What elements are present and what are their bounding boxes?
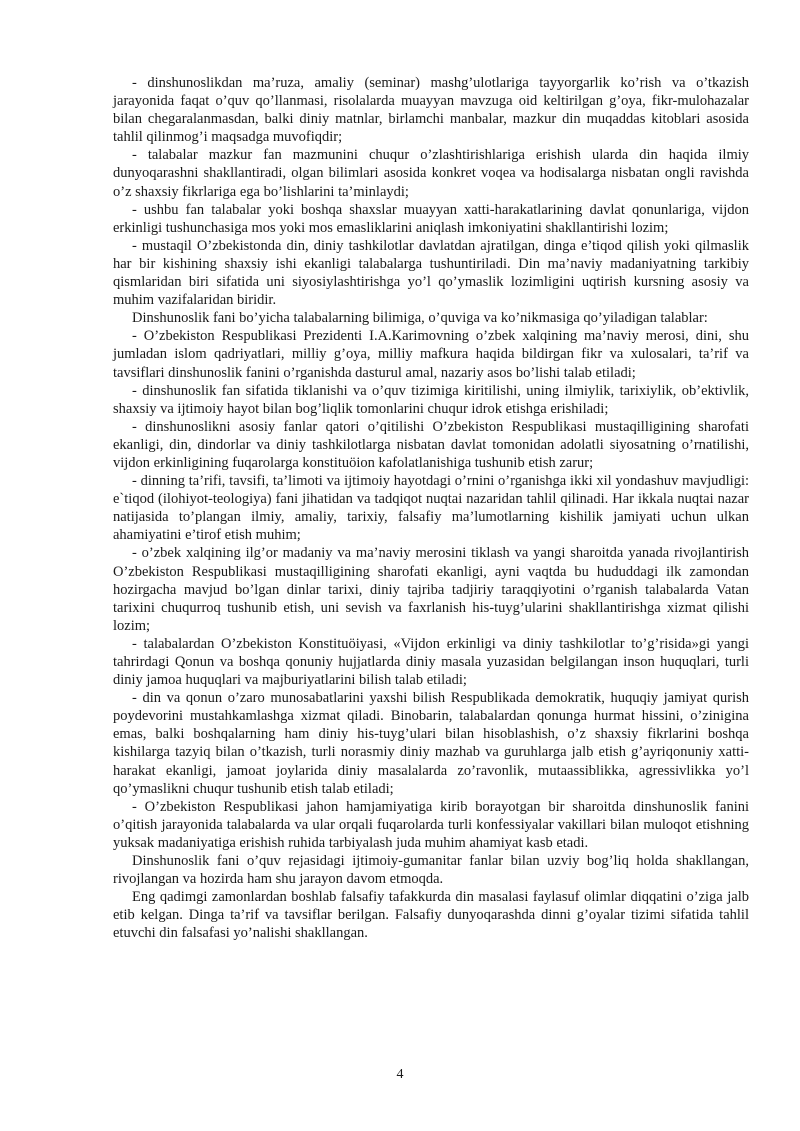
paragraph-13: - O’zbekiston Respublikasi jahon hamjamiyatiga kirib borayotgan bir sharoitda dinshunoslik fanini o’qitish jarayonida talabalarda va ular orqali fuqarolarda turli konfessiyalar vakillari bilan muloqot etishning yuksak madaniyatiga erishish ruhida tarbiyalash juda muhim ahamiyat kasb etadi. [113, 798, 749, 851]
paragraph-4: - mustaqil O’zbekistonda din, diniy tashkilotlar davlatdan ajratilgan, dinga e’tiqod qilish yoki qilmaslik har bir kishining shaxsiy ishi ekanligi talabalarga tushuntiriladi. Din ma’naviy madaniyatning tarkibiy qismlaridan biri sifatida uni siyosiylashtirishga yo’l qo’ymaslik lozimligini uqtirish kursning asosiy va muhim vazifalaridan biridir. [113, 237, 749, 309]
document-body [113, 74, 749, 943]
paragraph-3: - ushbu fan talabalar yoki boshqa shaxslar muayyan xatti-harakatlarining davlat qonunlariga, vijdon erkinligi tushunchasiga mos yoki mos emasliklarini aniqlash imkoniyatini shakllantirishi lozim; [113, 201, 749, 236]
paragraph-14: Dinshunoslik fani o’quv rejasidagi ijtimoiy-gumanitar fanlar bilan uzviy bog’liq holda shakllangan, rivojlangan va hozirda ham shu jarayon davom etmoqda. [113, 853, 749, 888]
paragraph-7: - dinshunoslik fan sifatida tiklanishi va o’quv tizimiga kiritilishi, uning ilmiylik, tarixiylik, ob’ektivlik, shaxsiy va ijtimoiy hayot bilan bog’liqlik tomonlarini chuqur idrok etishga erishiladi; [113, 382, 749, 417]
paragraph-1: - dinshunoslikdan ma’ruza, amaliy (seminar) mashg’ulotlariga tayyorgarlik ko’rish va o’tkazish jarayonida faqat o’quv qo’llanmasi, risolalarda muayyan mavzuga oid keltirilgan g’oya, fikr-mulohazalar bilan chegaralanmasdan, balki diniy matnlar, birlamchi manbalar, mazkur din muqaddas kitoblari asosida tahlil qilinmog’i maqsadga muvofiqdir; [113, 75, 749, 146]
paragraph-5: Dinshunoslik fani bo’yicha talabalarning bilimiga, o’quviga va ko’nikmasiga qo’yiladigan talablar: [132, 310, 708, 327]
paragraph-9: - dinning ta’rifi, tavsifi, ta’limoti va ijtimoiy hayotdagi o’rnini o’rganishga ikki xil yondashuv mavjudligi: e`tiqod (ilohiyot-teologiya) fani jihatidan va tadqiqot nuqtai nazaridan tahlil qilinadi. Har ikkala nuqtai nazar natijasida to’plangan ilmiy, amaliy, tarixiy, falsafiy ma’lumotlarning kishilik jamiyati uchun ulkan ahamiyatini e’tirof etish muhim; [113, 473, 749, 544]
paragraph-2: - talabalar mazkur fan mazmunini chuqur o’zlashtirishlariga erishish ularda din haqida ilmiy dunyoqarashni shakllantiradi, olgan bilimlari asosida konkret voqea va hodisalarga nisbatan ongli ravishda o’z shaxsiy fikrlariga ega bo’lishlarini ta’minlaydi; [113, 147, 749, 200]
paragraph-11: - talabalardan O’zbekiston Konstituöiyasi, «Vijdon erkinligi va diniy tashkilotlar to’g’risida»gi yangi tahrirdagi Qonun va boshqa qonuniy hujjatlarda diniy masala yuzasidan belgilangan inson huquqlari, turli diniy jamoa huquqlari va majburiyatlarini bilish talab etiladi; [113, 635, 749, 689]
paragraph-10: - o’zbek xalqining ilg’or madaniy va ma’naviy merosini tiklash va yangi sharoitda yanada rivojlantirish O’zbekiston Respublikasi mustaqilligining sharofati ekanligi, ayni vaqtda bu hududdagi ilk zamondan hozirgacha mavjud bo’lgan dinlar tarixi, diniy tajriba tadjiriy taraqqiyotini o’rganish talabalarda Vatan tarixini chuqurroq tushunib etish, uni sevish va faxrlanish his-tuyg’ularini shakllantirishga xizmat qilishi lozim; [113, 545, 749, 634]
paragraph-12: - din va qonun o’zaro munosabatlarini yaxshi bilish Respublikada demokratik, huquqiy jamiyat qurish poydevorini mustahkamlashga xizmat qiladi. Binobarin, talabalardan qonunga hurmat hissini, o’zinigina emas, balki boshqalarning ham diniy his-tuyg’ulari bilan hisoblashish, o’z shaxsiy fikrlarini boshqa kishilarga tazyiq bilan o’tkazish, turli norasmiy diniy mazhab va guruhlarga jalb etish g’ayriqonuniy xatti-harakat ekanligi, jamoat joylarida diniy masalalarda zo’ravonlik, mutaassiblikka, agressivlikka yo’l qo’ymaslikni chuqur tushunib etish talab etiladi; [113, 690, 749, 797]
paragraph-15: Eng qadimgi zamonlardan boshlab falsafiy tafakkurda din masalasi faylasuf olimlar diqqatini o’ziga jalb etib kelgan. Dinga ta’rif va tavsiflar berilgan. Falsafiy dunyoqarashda dinni g’oyalar tizimi sifatida tahlil etuvchi din falsafasi yo’nalishi shakllangan. [113, 889, 749, 942]
page-number: 4 [396, 1067, 404, 1082]
paragraph-8: - dinshunoslikni asosiy fanlar qatori o’qitilishi O’zbekiston Respublikasi mustaqilligining sharofati ekanligi, din, dindorlar va diniy tashkilotlarga nisbatan davlat tomonidan adolatli siyosatning o’rnatilishi, vijdon erkinligining fuqarolarga konstituöion kafolatlanishiga tushunib etish zarur; [113, 418, 749, 471]
paragraph-6: - O’zbekiston Respublikasi Prezidenti I.A.Karimovning o’zbek xalqining ma’naviy merosi, dini, shu jumladan islom qadriyatlari, milliy g’oya, milliy mafkura haqida bildirgan fikr va xulosalari, ta’rif va tavsiflari dinshunoslik fanini o’rganishda dasturul amal, nazariy asos bo’lishi talab etiladi; [113, 328, 749, 381]
